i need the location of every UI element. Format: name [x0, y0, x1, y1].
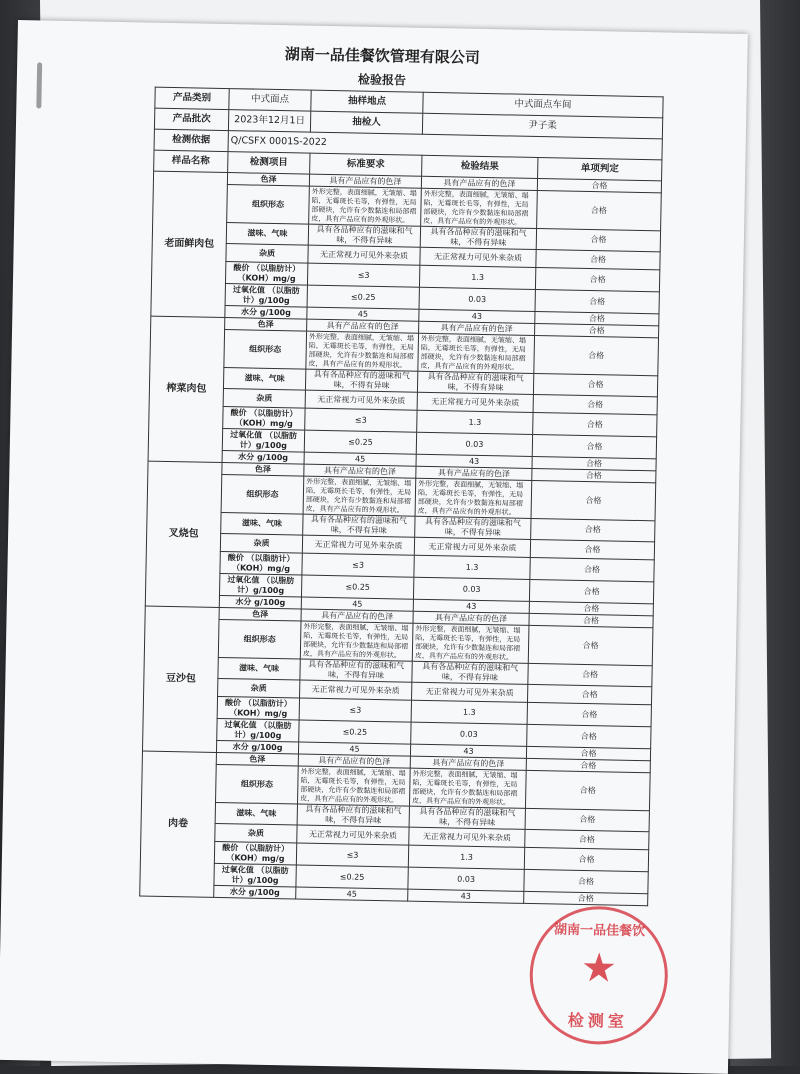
- standard-cell: 具有各品种应有的滋味和气味，不得有异味: [303, 514, 415, 537]
- standard-cell: 具有产品应有的色泽: [304, 464, 416, 478]
- batch-label: 产品批次: [154, 108, 228, 130]
- result-cell: 0.03: [413, 577, 529, 601]
- verdict-cell: 合格: [536, 228, 660, 251]
- standard-cell: 45: [304, 452, 416, 466]
- verdict-cell: 合格: [524, 847, 648, 871]
- result-cell: 43: [410, 744, 526, 758]
- item-cell: 色泽: [216, 752, 298, 766]
- inspector-value: 尹子柔: [422, 113, 662, 139]
- verdict-cell: 合格: [525, 770, 650, 810]
- result-cell: 外形完整，表面细腻，无皱缩、塌陷，无霉斑长毛等，有弹性，无局部硬块，允许有少数黏连和局部褶皮，具有产品应有的外观形状。: [418, 333, 535, 373]
- verdict-cell: 合格: [531, 480, 656, 520]
- item-cell: 酸价 （以脂肪计）（KOH）mg/g: [223, 407, 305, 431]
- standard-cell: 具有各品种应有的滋味和气味，不得有异味: [308, 224, 420, 247]
- product-name: 豆沙包: [142, 606, 219, 752]
- standard-cell: 无正常视力可见外来杂质: [300, 680, 412, 700]
- company-title: 湖南一品佳餐饮管理有限公司: [284, 45, 481, 67]
- item-cell: 色泽: [222, 462, 304, 476]
- standard-cell: 45: [296, 887, 408, 901]
- product-name: 肉卷: [140, 751, 217, 897]
- verdict-cell: 合格: [535, 289, 659, 313]
- sampling-place-label: 抽样地点: [311, 90, 423, 113]
- category-label: 产品类别: [155, 87, 229, 109]
- verdict-cell: 合格: [530, 539, 654, 559]
- item-cell: 滋味、气味: [218, 657, 300, 680]
- verdict-cell: 合格: [529, 579, 653, 603]
- result-cell: 1.3: [419, 265, 535, 289]
- item-cell: 杂质: [220, 533, 302, 553]
- verdict-cell: 合格: [530, 557, 654, 581]
- verdict-cell: 合格: [527, 724, 651, 748]
- standard-cell: 无正常视力可见外来杂质: [297, 825, 409, 845]
- verdict-cell: 合格: [537, 191, 662, 231]
- standard-cell: ≤3: [307, 263, 419, 287]
- result-cell: 1.3: [417, 410, 533, 434]
- item-cell: 杂质: [218, 678, 300, 698]
- verdict-cell: 合格: [531, 518, 655, 541]
- verdict-cell: 合格: [529, 613, 653, 627]
- standard-cell: 外形完整，表面细腻，无皱缩、塌陷，无霉斑长毛等，有弹性，无局部硬块，允许有少数黏连和局部褶皮，具有产品应有的外观形状。: [306, 331, 419, 371]
- result-cell: 具有产品应有的色泽: [421, 176, 537, 190]
- col-sample-name: 样品名称: [154, 150, 228, 172]
- verdict-cell: 合格: [533, 373, 657, 396]
- verdict-cell: 合格: [524, 891, 648, 905]
- result-cell: 43: [419, 309, 535, 323]
- category-value: 中式面点: [229, 89, 311, 112]
- result-cell: 具有产品应有的色泽: [410, 756, 526, 770]
- col-test-item: 检测项目: [228, 152, 310, 175]
- verdict-cell: 合格: [534, 335, 659, 375]
- result-cell: 43: [413, 599, 529, 613]
- item-cell: 组织形态: [221, 474, 304, 514]
- item-cell: 杂质: [215, 823, 297, 843]
- result-cell: 1.3: [408, 845, 524, 869]
- verdict-cell: 合格: [527, 702, 651, 726]
- result-cell: 外形完整，表面细腻，无皱缩、塌陷，无霉斑长毛等，有弹性，无局部硬块，允许有少数黏连和局部褶皮，具有产品应有的外观形状。: [412, 623, 529, 663]
- result-cell: 具有产品应有的色泽: [413, 611, 529, 625]
- standard-cell: 45: [301, 597, 413, 611]
- standard-cell: ≤3: [299, 698, 411, 722]
- item-cell: 水分 g/100g: [219, 595, 301, 609]
- standard-cell: 45: [307, 307, 419, 321]
- verdict-cell: 合格: [533, 412, 657, 436]
- item-cell: 色泽: [225, 318, 307, 332]
- standard-cell: ≤3: [305, 408, 417, 432]
- item-cell: 过氧化值 （以脂肪计）g/100g: [225, 284, 307, 308]
- standard-cell: 具有各品种应有的滋味和气味，不得有异味: [297, 804, 409, 827]
- verdict-cell: 合格: [533, 394, 657, 414]
- item-cell: 酸价 （以脂肪计）（KOH）mg/g: [214, 841, 296, 865]
- product-name: 榨菜肉包: [148, 316, 225, 462]
- standard-cell: 具有产品应有的色泽: [309, 174, 421, 188]
- item-cell: 水分 g/100g: [225, 306, 307, 320]
- verdict-cell: 合格: [536, 249, 660, 269]
- standard-cell: 外形完整，表面细腻，无皱缩、塌陷，无霉斑长毛等，有弹性，无局部硬块，允许有少数黏连和局部褶皮，具有产品应有的外观形状。: [300, 621, 413, 661]
- standard-cell: ≤0.25: [304, 430, 416, 454]
- result-cell: 43: [408, 889, 524, 903]
- result-cell: 外形完整，表面细腻，无皱缩、塌陷，无霉斑长毛等，有弹性，无局部硬块，允许有少数黏连和局部褶皮，具有产品应有的外观形状。: [421, 188, 538, 228]
- basis-label: 检测依据: [154, 129, 228, 151]
- standard-cell: 具有产品应有的色泽: [301, 609, 413, 623]
- item-cell: 杂质: [223, 389, 305, 409]
- standard-cell: ≤0.25: [301, 575, 413, 599]
- standard-cell: ≤3: [302, 553, 414, 577]
- verdict-cell: 合格: [535, 323, 659, 337]
- result-cell: 无正常视力可见外来杂质: [412, 682, 528, 702]
- item-cell: 水分 g/100g: [216, 740, 298, 754]
- standard-cell: 具有产品应有的色泽: [298, 754, 410, 768]
- result-cell: 无正常视力可见外来杂质: [414, 537, 530, 557]
- result-cell: 0.03: [416, 432, 532, 456]
- verdict-cell: 合格: [537, 179, 661, 193]
- basis-value: Q/CSFX 0001S-2022: [228, 131, 662, 160]
- result-cell: 具有各品种应有的滋味和气味，不得有异味: [420, 226, 536, 249]
- standard-cell: 外形完整，表面细腻，无皱缩、塌陷，无霉斑长毛等，有弹性，无局部硬块，允许有少数黏连和局部褶皮，具有产品应有的外观形状。: [303, 476, 416, 516]
- standard-cell: 外形完整，表面细腻，无皱缩、塌陷，无霉斑长毛等，有弹性，无局部硬块，允许有少数黏连和局部褶皮，具有产品应有的外观形状。: [298, 766, 411, 806]
- col-verdict: 单项判定: [538, 158, 662, 181]
- verdict-cell: 合格: [525, 808, 649, 831]
- result-cell: 具有各品种应有的滋味和气味，不得有异味: [409, 806, 525, 829]
- item-cell: 色泽: [219, 607, 301, 621]
- item-cell: 过氧化值 （以脂肪计）g/100g: [222, 429, 304, 453]
- result-cell: 0.03: [411, 722, 527, 746]
- standard-cell: ≤0.25: [296, 865, 408, 889]
- standard-cell: 具有产品应有的色泽: [307, 319, 419, 333]
- result-cell: 外形完整，表面细腻，无皱缩、塌陷，无霉斑长毛等，有弹性，无局部硬块，允许有少数黏连和局部褶皮，具有产品应有的外观形状。: [415, 478, 532, 518]
- report-sheet: [0, 20, 748, 1074]
- result-cell: 外形完整，表面细腻，无皱缩、塌陷，无霉斑长毛等，有弹性，无局部硬块，允许有少数黏连和局部褶皮，具有产品应有的外观形状。: [409, 768, 526, 808]
- batch-value: 2023年12月1日: [228, 110, 310, 133]
- col-result: 检验结果: [422, 155, 538, 178]
- product-name: 老面鲜肉包: [151, 171, 228, 317]
- standard-cell: ≤0.25: [307, 285, 419, 309]
- item-cell: 滋味、气味: [215, 802, 297, 825]
- standard-cell: 具有各品种应有的滋味和气味，不得有异味: [305, 369, 417, 392]
- verdict-cell: 合格: [527, 684, 651, 704]
- verdict-cell: 合格: [532, 456, 656, 470]
- standard-cell: ≤3: [296, 843, 408, 867]
- item-cell: 过氧化值 （以脂肪计）g/100g: [217, 718, 299, 742]
- result-cell: 无正常视力可见外来杂质: [409, 827, 525, 847]
- verdict-cell: 合格: [525, 829, 649, 849]
- verdict-cell: 合格: [532, 434, 656, 458]
- item-cell: 组织形态: [224, 330, 307, 370]
- item-cell: 过氧化值 （以脂肪计）g/100g: [214, 863, 296, 887]
- verdict-cell: 合格: [528, 663, 652, 686]
- report-table: [139, 87, 663, 907]
- product-name: 叉烧包: [145, 461, 222, 607]
- verdict-cell: 合格: [532, 468, 656, 482]
- verdict-cell: 合格: [528, 625, 653, 665]
- verdict-cell: 合格: [526, 746, 650, 760]
- standard-cell: 外形完整，表面细腻，无皱缩、塌陷，无霉斑长毛等，有弹性，无局部硬块，允许有少数黏连和局部褶皮，具有产品应有的外观形状。: [309, 186, 422, 226]
- result-cell: 具有产品应有的色泽: [416, 466, 532, 480]
- item-cell: 组织形态: [216, 764, 299, 804]
- standard-cell: ≤0.25: [299, 720, 411, 744]
- verdict-cell: 合格: [524, 869, 648, 893]
- verdict-cell: 合格: [526, 758, 650, 772]
- col-standard: 标准要求: [310, 153, 422, 176]
- result-cell: 具有各品种应有的滋味和气味，不得有异味: [417, 371, 533, 394]
- result-cell: 无正常视力可见外来杂质: [417, 392, 533, 412]
- result-cell: 具有产品应有的色泽: [419, 321, 535, 335]
- verdict-cell: 合格: [529, 601, 653, 615]
- item-cell: 酸价 （以脂肪计）（KOH）mg/g: [225, 262, 307, 286]
- item-cell: 滋味、气味: [223, 368, 305, 391]
- result-cell: 具有各品种应有的滋味和气味，不得有异味: [415, 516, 531, 539]
- inspector-label: 抽检人: [310, 111, 422, 134]
- item-cell: 过氧化值 （以脂肪计）g/100g: [219, 573, 301, 597]
- item-cell: 酸价 （以脂肪计）（KOH）mg/g: [217, 696, 299, 720]
- standard-cell: 45: [298, 742, 410, 756]
- item-cell: 滋味、气味: [221, 512, 303, 535]
- standard-cell: 无正常视力可见外来杂质: [305, 390, 417, 410]
- report-subtitle: 检验报告: [357, 72, 407, 88]
- result-cell: 1.3: [411, 700, 527, 724]
- item-cell: 水分 g/100g: [214, 885, 296, 899]
- standard-cell: 无正常视力可见外来杂质: [302, 535, 414, 555]
- item-cell: 色泽: [227, 173, 309, 187]
- result-cell: 43: [416, 454, 532, 468]
- item-cell: 水分 g/100g: [222, 451, 304, 465]
- result-cell: 具有各品种应有的滋味和气味，不得有异味: [412, 661, 528, 684]
- item-cell: 组织形态: [227, 185, 310, 225]
- item-cell: 酸价 （以脂肪计）（KOH）mg/g: [220, 551, 302, 575]
- item-cell: 组织形态: [218, 619, 301, 659]
- result-cell: 0.03: [408, 867, 524, 891]
- verdict-cell: 合格: [535, 267, 659, 291]
- standard-cell: 具有各品种应有的滋味和气味，不得有异味: [300, 659, 412, 682]
- official-seal: 湖南一品佳餐饮 ★ 检测室: [528, 905, 669, 1046]
- result-cell: 1.3: [414, 555, 530, 579]
- item-cell: 滋味、气味: [226, 223, 308, 246]
- standard-cell: 无正常视力可见外来杂质: [308, 245, 420, 265]
- item-cell: 杂质: [226, 244, 308, 264]
- sampling-place-value: 中式面点车间: [423, 92, 663, 118]
- result-cell: 无正常视力可见外来杂质: [420, 247, 536, 267]
- result-cell: 0.03: [419, 287, 535, 311]
- verdict-cell: 合格: [535, 311, 659, 325]
